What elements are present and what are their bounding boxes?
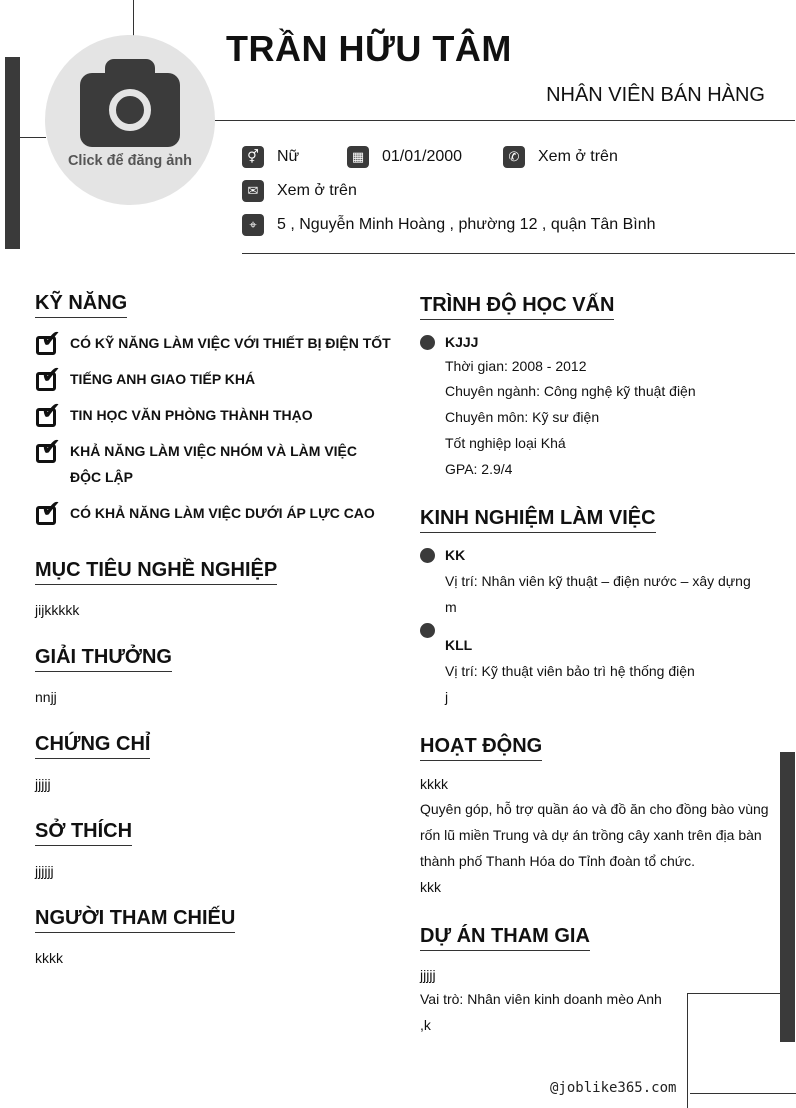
checkbox-icon: ✔ [35, 404, 63, 428]
skill-item [35, 496, 395, 526]
experience-company: KK [445, 547, 466, 563]
avatar-side-line [20, 137, 46, 138]
location-icon: ⌖ [242, 214, 264, 236]
hobbies-title: SỞ THÍCH [35, 820, 132, 846]
phone-row [503, 146, 618, 168]
email-value: Xem ở trên [277, 182, 357, 199]
bullet-icon [420, 335, 435, 350]
corner-box-left [687, 993, 688, 1108]
skill-item [35, 326, 395, 356]
phone-value: Xem ở trên [538, 148, 618, 165]
gender-row [242, 146, 299, 168]
phone-icon: ✆ [503, 146, 525, 168]
top-vertical-line [133, 0, 134, 36]
skill-label: KHẢ NĂNG LÀM VIỆC NHÓM VÀ LÀM VIỆC ĐỘC LẬP [70, 443, 357, 485]
project-role: Vai trò: Nhân viên kinh doanh mèo Anh [420, 991, 662, 1007]
awards-title: GIẢI THƯỞNG [35, 646, 172, 672]
objective-text: jijkkkkk [35, 602, 80, 618]
bullet-icon [420, 623, 435, 638]
address-value: 5 , Nguyễn Minh Hoàng , phường 12 , quận Tân Bình [277, 216, 656, 233]
education-title: TRÌNH ĐỘ HỌC VẤN [420, 294, 614, 320]
skill-label: TIẾNG ANH GIAO TIẾP KHÁ [70, 371, 256, 387]
references-text: kkkk [35, 950, 63, 966]
hobbies-text: jjjjjj [35, 863, 54, 879]
activities-title: HOẠT ĐỘNG [420, 735, 542, 761]
skill-item [35, 398, 395, 428]
email-row [242, 180, 357, 202]
calendar-icon: ▦ [347, 146, 369, 168]
email-icon: ✉ [242, 180, 264, 202]
right-accent-bar [780, 752, 795, 1042]
birthday-row [347, 146, 462, 168]
school-name: KJJJ [445, 334, 479, 350]
job-position: NHÂN VIÊN BÁN HÀNG [546, 84, 765, 106]
checkbox-icon: ✔ [35, 440, 63, 464]
objective-title: MỤC TIÊU NGHỀ NGHIỆP [35, 559, 277, 585]
certificates-title: CHỨNG CHỈ [35, 733, 150, 759]
experience-company: KLL [445, 637, 473, 653]
checkbox-icon: ✔ [35, 502, 63, 526]
certificates-text: jjjjj [35, 776, 51, 792]
skills-title: KỸ NĂNG [35, 292, 127, 318]
experience-title: KINH NGHIỆM LÀM VIỆC [420, 507, 656, 533]
address-row [242, 214, 656, 236]
corner-box-bottom [690, 1093, 796, 1094]
skill-label: CÓ KHẢ NĂNG LÀM VIỆC DƯỚI ÁP LỰC CAO [70, 505, 375, 521]
skill-label: CÓ KỸ NĂNG LÀM VIỆC VỚI THIẾT BỊ ĐIỆN TỐT [70, 335, 391, 351]
activity-name: kkkk [420, 776, 448, 792]
checkbox-icon: ✔ [35, 368, 63, 392]
projects-title: DỰ ÁN THAM GIA [420, 925, 590, 951]
project-name: jjjjj [420, 967, 436, 983]
experience-role: Vị trí: Nhân viên kỹ thuật – điện nước – xây dựng m [445, 573, 751, 615]
education-time: Thời gian: 2008 - 2012 [445, 358, 587, 374]
camera-icon [80, 59, 180, 147]
experience-role: Vị trí: Kỹ thuật viên bảo trì hệ thống điện [445, 663, 695, 679]
avatar-upload[interactable] [45, 35, 215, 205]
education-gpa: GPA: 2.9/4 [445, 461, 513, 477]
bullet-icon [420, 548, 435, 563]
left-accent-bar [5, 57, 20, 249]
project-note: ,k [420, 1017, 431, 1033]
skill-item [35, 362, 395, 392]
header-divider [215, 120, 795, 121]
gender-icon: ⚥ [242, 146, 264, 168]
avatar-hint: Click để đăng ảnh [67, 153, 193, 169]
education-subject: Chuyên môn: Kỹ sư điện [445, 409, 600, 425]
gender-value: Nữ [277, 148, 300, 165]
birthday-value: 01/01/2000 [382, 148, 463, 165]
experience-note: j [445, 689, 449, 705]
awards-text: nnjj [35, 689, 57, 705]
checkbox-icon: ✔ [35, 332, 63, 356]
activity-description: Quyên góp, hỗ trợ quần áo và đồ ăn cho đồng bào vùng rốn lũ miền Trung và dự án trồng cây xanh trên địa bàn thành phố Thanh Hóa do Tỉnh đoàn tổ chức. [420, 801, 769, 869]
education-grade: Tốt nghiệp loại Khá [445, 435, 566, 451]
full-name: TRẦN HỮU TÂM [226, 28, 512, 69]
education-major: Chuyên ngành: Công nghệ kỹ thuật điện [445, 383, 696, 399]
corner-box-top [687, 993, 780, 994]
references-title: NGƯỜI THAM CHIẾU [35, 907, 235, 933]
skill-item [35, 434, 395, 490]
activity-note: kkk [420, 879, 441, 895]
info-divider [242, 253, 795, 254]
footer-watermark: @joblike365.com [550, 1080, 677, 1096]
skill-label: TIN HỌC VĂN PHÒNG THÀNH THẠO [70, 407, 313, 423]
